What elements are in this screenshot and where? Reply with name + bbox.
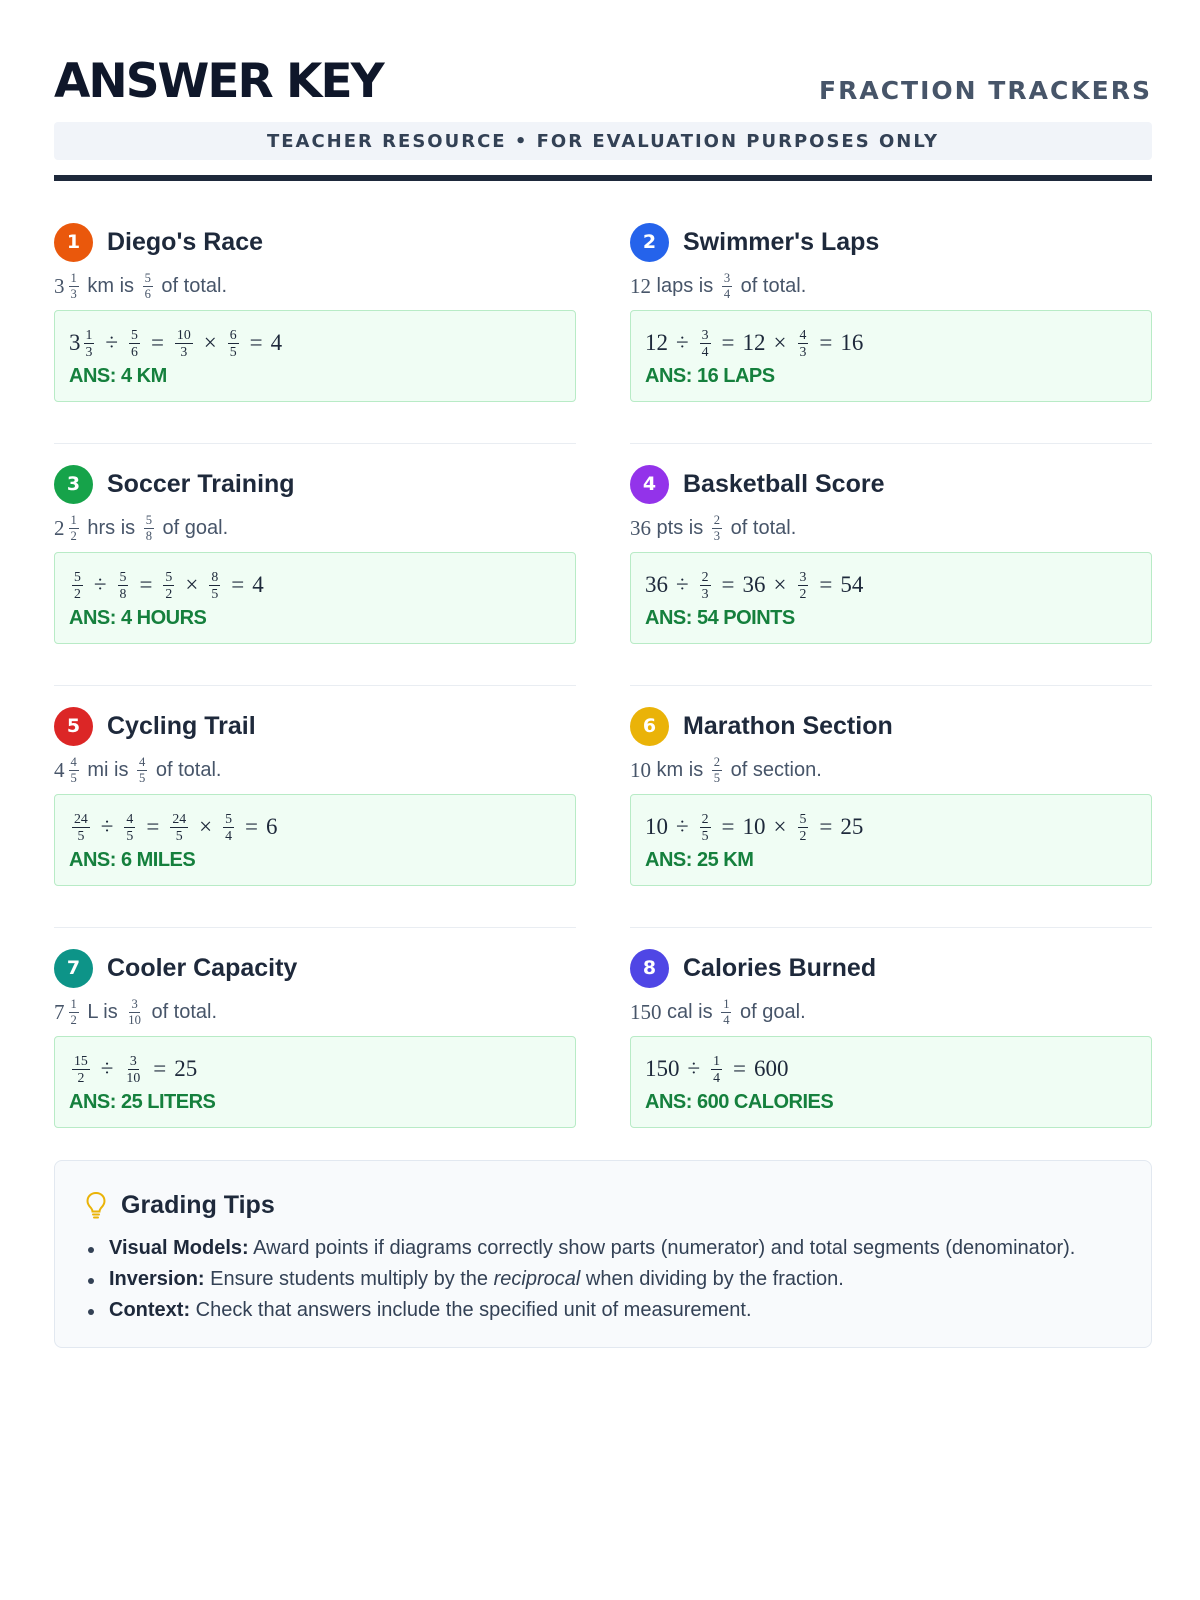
statement-whole: 3 bbox=[54, 273, 65, 298]
statement-text: pts is bbox=[651, 516, 709, 539]
statement-fraction: $\frac{1}{4}$ bbox=[723, 996, 730, 1027]
problem-number-badge: 2 bbox=[630, 223, 669, 262]
solution-equation: 36 ÷ $\frac{2}{3}$ = 36 × $\frac{3}{2}$ = 54 bbox=[645, 568, 864, 601]
statement-fraction: $\frac{4}{5}$ bbox=[139, 754, 146, 785]
statement-text: km is bbox=[81, 274, 140, 297]
answer-label: ANS: 16 LAPS bbox=[645, 365, 775, 387]
problem-title: Diego's Race bbox=[107, 227, 264, 256]
problem-title: Cooler Capacity bbox=[107, 953, 298, 982]
statement-text: laps is bbox=[651, 274, 719, 297]
statement-fraction: $\frac{2}{3}$ bbox=[713, 512, 721, 543]
statement-fraction: $\frac{3}{4}$ bbox=[723, 270, 731, 301]
problem-title: Basketball Score bbox=[683, 469, 885, 498]
statement-whole: 7 bbox=[54, 999, 65, 1024]
answer-label: ANS: 25 KM bbox=[645, 849, 754, 871]
problem-title: Cycling Trail bbox=[107, 711, 256, 740]
answer-box bbox=[630, 794, 1152, 886]
problem-statement bbox=[54, 754, 576, 786]
statement-whole: 150 bbox=[630, 999, 662, 1024]
statement-text: mi is bbox=[81, 758, 135, 781]
statement-mixed-fraction: $\frac{4}{5}$ bbox=[70, 754, 77, 785]
page-header bbox=[54, 0, 1152, 112]
problem-title: Soccer Training bbox=[107, 469, 295, 498]
statement-fraction: $\frac{5}{6}$ bbox=[144, 270, 151, 301]
statement-tail: of total. bbox=[155, 274, 228, 297]
problem-card-8 bbox=[630, 948, 1152, 1190]
statement-whole: 10 bbox=[630, 757, 651, 782]
statement-whole: 36 bbox=[630, 515, 651, 540]
tips-title: Grading Tips bbox=[121, 1190, 275, 1219]
answer-label: ANS: 600 CALORIES bbox=[645, 1091, 834, 1113]
statement-mixed-fraction: $\frac{1}{2}$ bbox=[70, 996, 77, 1027]
problem-number-badge: 4 bbox=[630, 465, 669, 504]
answer-box bbox=[630, 552, 1152, 644]
answer-label: ANS: 4 HOURS bbox=[69, 607, 207, 629]
problem-statement bbox=[54, 512, 576, 544]
problem-statement bbox=[54, 996, 576, 1028]
statement-mixed-fraction: $\frac{1}{2}$ bbox=[70, 512, 77, 543]
problem-statement bbox=[54, 270, 576, 302]
statement-whole: 12 bbox=[630, 273, 651, 298]
problem-number-badge: 3 bbox=[54, 465, 93, 504]
solution-equation: 3 $\frac{1}{3}$ ÷ $\frac{5}{6}$ = $\frac{10}{3}$ × $\frac{6}{5}$ = 4 bbox=[69, 326, 283, 359]
problem-title: Calories Burned bbox=[683, 953, 877, 982]
tip-item: Inversion: Ensure students multiply by the reciprocal when dividing by the fraction. bbox=[85, 1264, 1121, 1295]
solution-equation: $\frac{15}{2}$ ÷ $\frac{3}{10}$ = 25 bbox=[74, 1052, 198, 1085]
problem-card-7 bbox=[54, 948, 576, 1190]
answer-label: ANS: 54 POINTS bbox=[645, 607, 795, 629]
statement-tail: of total. bbox=[725, 516, 797, 539]
problem-statement bbox=[630, 754, 1152, 786]
problem-card-3 bbox=[54, 464, 576, 706]
statement-fraction: $\frac{2}{5}$ bbox=[713, 754, 721, 785]
statement-text: hrs is bbox=[81, 516, 141, 539]
problem-title: Marathon Section bbox=[683, 711, 893, 740]
statement-mixed-fraction: $\frac{1}{3}$ bbox=[70, 270, 77, 301]
answer-box bbox=[630, 310, 1152, 402]
answer-box bbox=[630, 1036, 1152, 1128]
header-divider bbox=[54, 175, 1152, 181]
problem-number-badge: 7 bbox=[54, 949, 93, 988]
statement-tail: of goal. bbox=[157, 516, 229, 539]
problem-title: Swimmer's Laps bbox=[683, 227, 880, 256]
solution-equation: 12 ÷ $\frac{3}{4}$ = 12 × $\frac{4}{3}$ = 16 bbox=[645, 326, 864, 359]
problem-statement bbox=[630, 270, 1152, 302]
answer-label: ANS: 6 MILES bbox=[69, 849, 196, 871]
lightbulb-icon bbox=[85, 1191, 107, 1219]
page-title: ANSWER KEY bbox=[54, 54, 383, 109]
statement-tail: of total. bbox=[145, 1000, 218, 1023]
statement-text: L is bbox=[81, 1000, 124, 1023]
answer-box bbox=[54, 310, 576, 402]
problem-card-1 bbox=[54, 222, 576, 464]
statement-whole: 2 bbox=[54, 515, 65, 540]
tips-list bbox=[85, 1233, 1121, 1326]
statement-tail: of total. bbox=[150, 758, 222, 781]
resource-banner: TEACHER RESOURCE • FOR EVALUATION PURPOSES ONLY bbox=[54, 122, 1152, 160]
solution-equation: $\frac{5}{2}$ ÷ $\frac{5}{8}$ = $\frac{5}{2}$ × $\frac{8}{5}$ = 4 bbox=[74, 568, 264, 601]
problems-grid bbox=[54, 222, 1152, 1190]
problem-statement bbox=[630, 512, 1152, 544]
problem-number-badge: 5 bbox=[54, 707, 93, 746]
problem-number-badge: 1 bbox=[54, 223, 93, 262]
tip-item: Context: Check that answers include the specified unit of measurement. bbox=[85, 1295, 1121, 1326]
solution-equation: 10 ÷ $\frac{2}{5}$ = 10 × $\frac{5}{2}$ = 25 bbox=[645, 810, 864, 843]
answer-label: ANS: 25 LITERS bbox=[69, 1091, 216, 1113]
problem-card-2 bbox=[630, 222, 1152, 464]
statement-fraction: $\frac{5}{8}$ bbox=[145, 512, 152, 543]
statement-tail: of section. bbox=[725, 758, 822, 781]
page-subtitle: FRACTION TRACKERS bbox=[819, 76, 1152, 105]
problem-number-badge: 8 bbox=[630, 949, 669, 988]
grading-tips-panel bbox=[54, 1160, 1152, 1348]
solution-equation: $\frac{24}{5}$ ÷ $\frac{4}{5}$ = $\frac{24}{5}$ × $\frac{5}{4}$ = 6 bbox=[74, 810, 278, 843]
statement-fraction: $\frac{3}{10}$ bbox=[128, 996, 141, 1027]
problem-statement bbox=[630, 996, 1152, 1028]
problem-card-4 bbox=[630, 464, 1152, 706]
problem-number-badge: 6 bbox=[630, 707, 669, 746]
statement-text: km is bbox=[651, 758, 709, 781]
statement-tail: of goal. bbox=[734, 1000, 806, 1023]
tip-item: Visual Models: Award points if diagrams correctly show parts (numerator) and total segments (denominator). bbox=[85, 1233, 1121, 1264]
answer-box bbox=[54, 1036, 576, 1128]
statement-whole: 4 bbox=[54, 757, 65, 782]
answer-box bbox=[54, 794, 576, 886]
answer-key-page bbox=[54, 0, 1152, 1321]
statement-tail: of total. bbox=[735, 274, 807, 297]
statement-text: cal is bbox=[661, 1000, 719, 1023]
solution-equation: 150 ÷ $\frac{1}{4}$ = 600 bbox=[645, 1052, 789, 1085]
problem-card-6 bbox=[630, 706, 1152, 948]
problem-card-5 bbox=[54, 706, 576, 948]
answer-box bbox=[54, 552, 576, 644]
answer-label: ANS: 4 KM bbox=[69, 365, 167, 387]
